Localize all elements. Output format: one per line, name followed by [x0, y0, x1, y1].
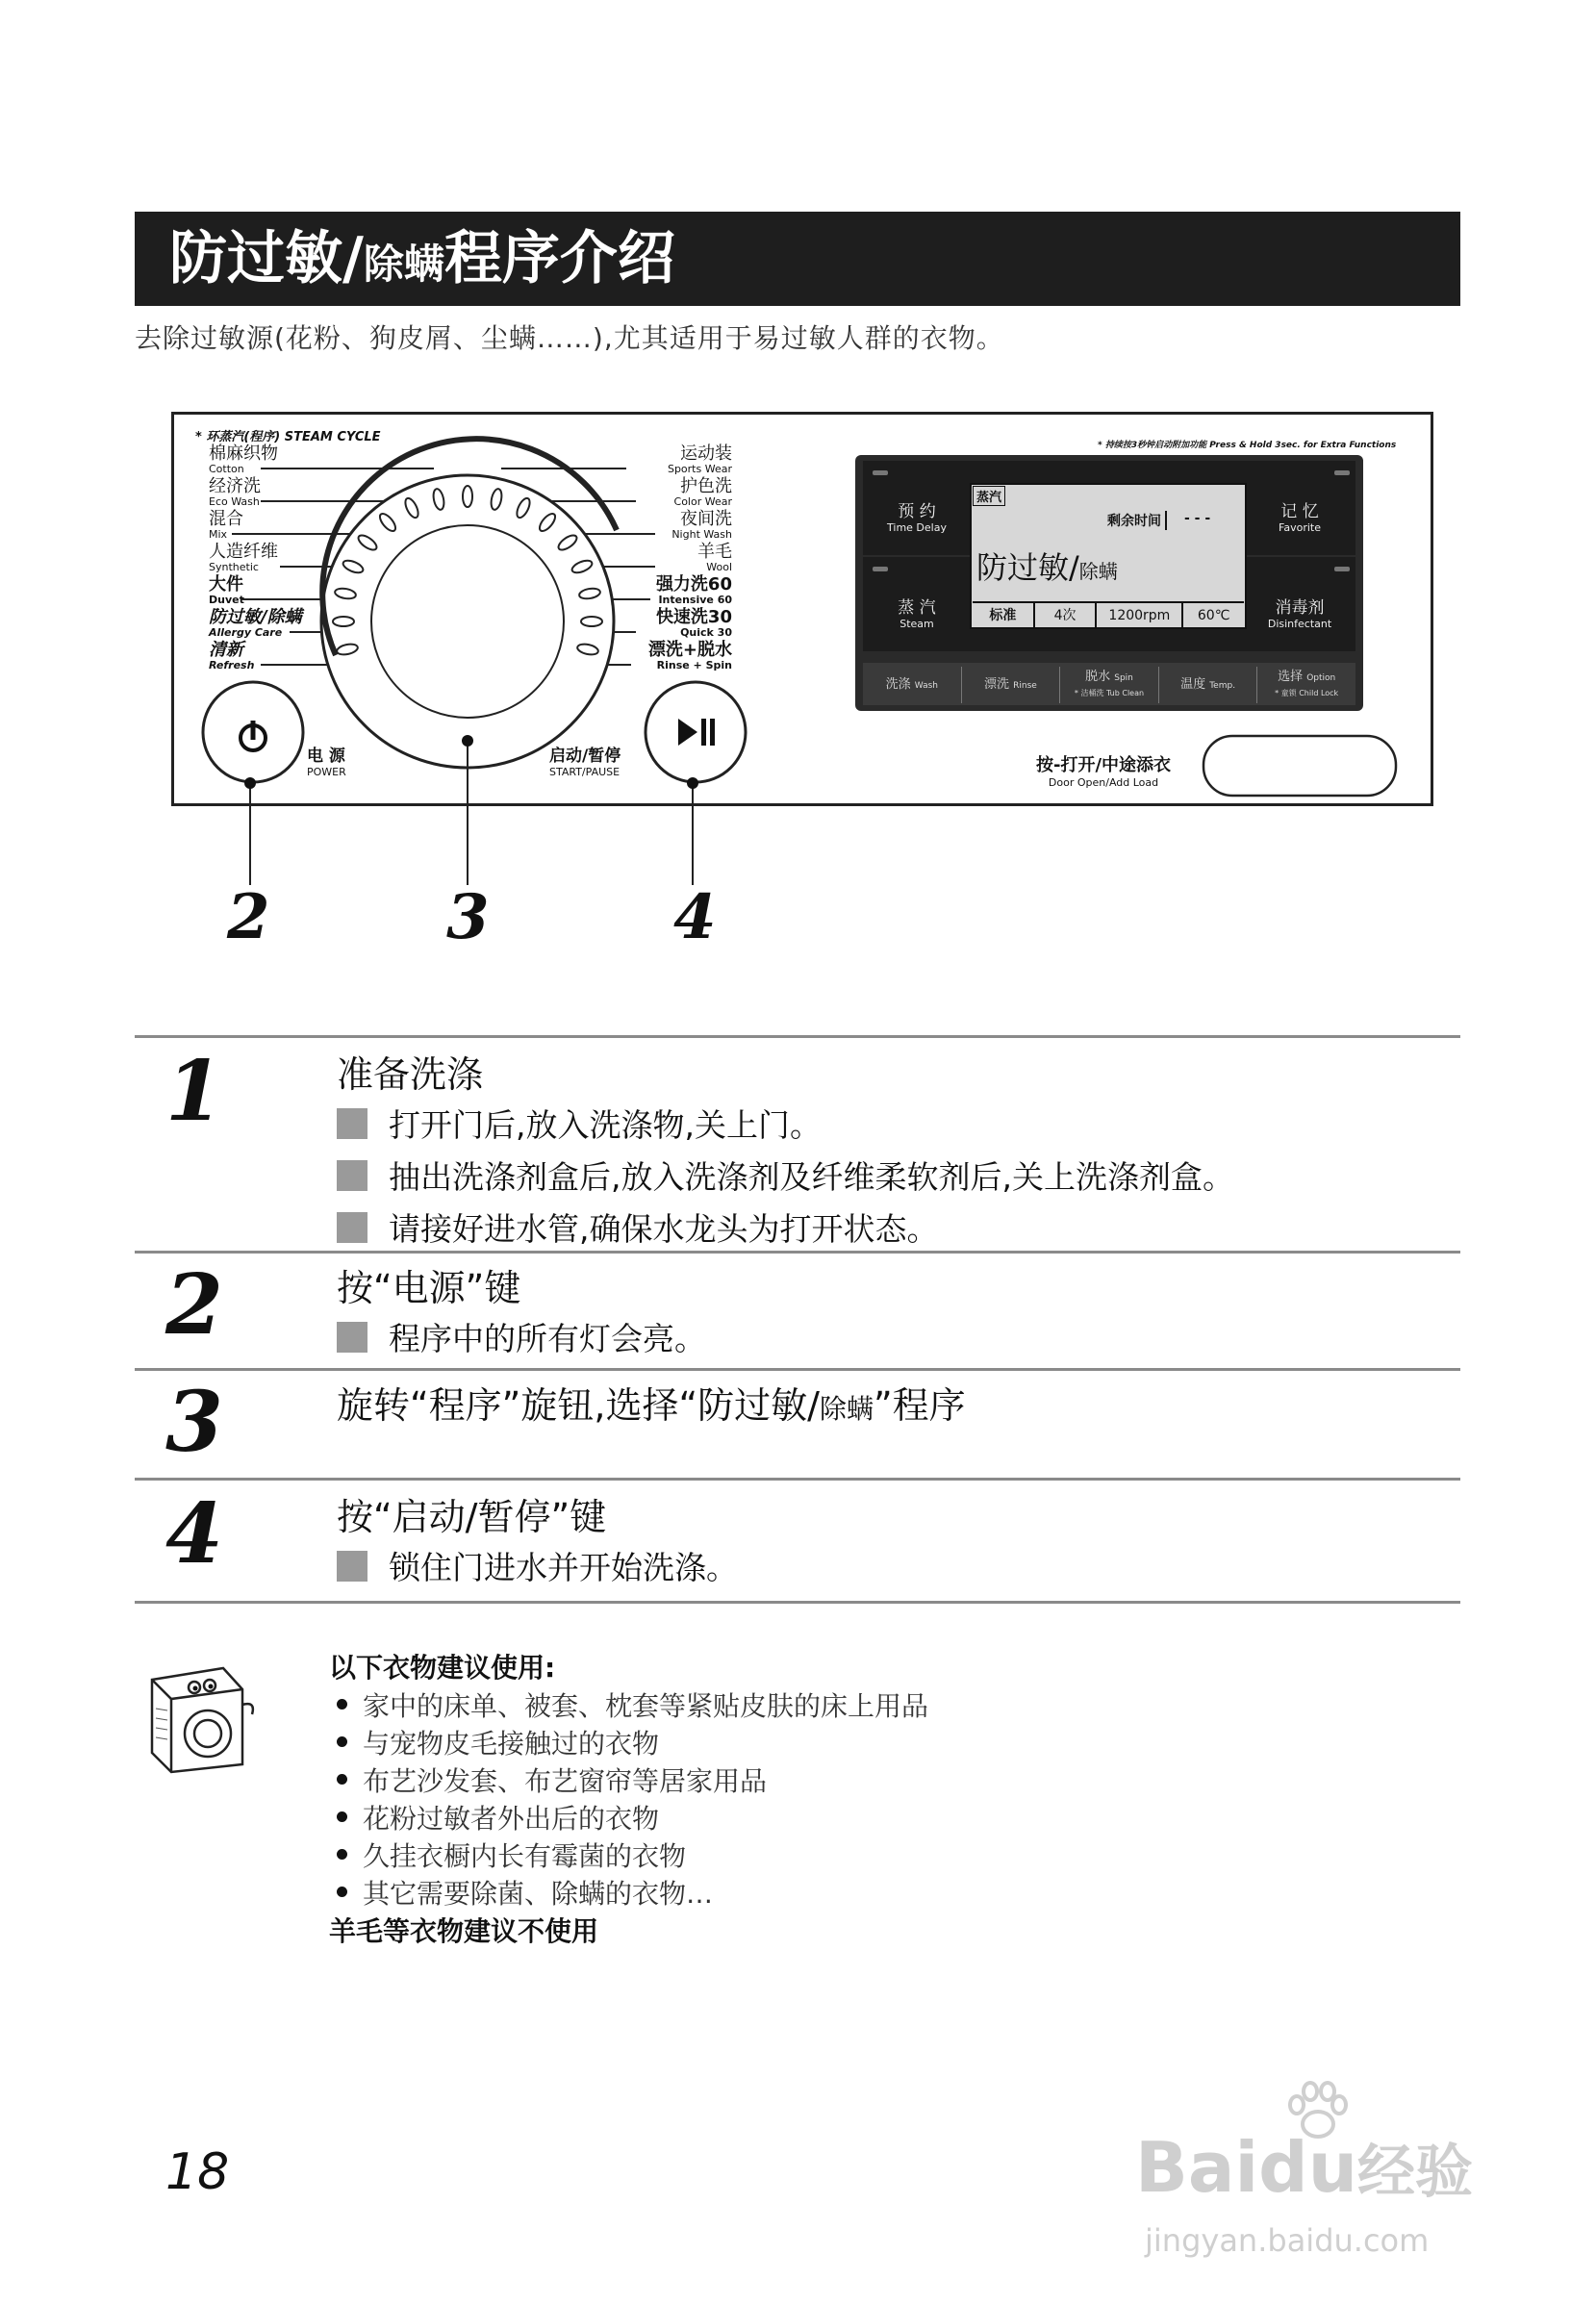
tips-list [329, 1685, 928, 1911]
step-2-number: 2 [165, 1256, 223, 1354]
temp-option-button[interactable]: 温度 Temp. [1159, 667, 1258, 703]
step-1-item: 打开门后,放入洗涤物,关上门。 [337, 1101, 822, 1146]
step-1-item: 抽出洗涤剂盒后,放入洗涤剂及纤维柔软剂后,关上洗涤剂盒。 [337, 1152, 1234, 1198]
program-color-wear: 护色洗 Color Wear [673, 476, 732, 508]
step-4-number: 4 [165, 1485, 223, 1583]
tips-heading: 以下衣物建议使用: [329, 1652, 556, 1684]
lcd-rinse-count: 4次 [1035, 603, 1098, 628]
tips-item: 其它需要除菌、除螨的衣物… [329, 1873, 928, 1911]
lcd-remaining-label: 剩余时间 [1107, 511, 1167, 530]
time-delay-button[interactable]: 预 约 Time Delay [887, 502, 947, 534]
step-divider [135, 1478, 1460, 1481]
step-divider [135, 1035, 1460, 1038]
lcd-spin-speed: 1200rpm [1097, 603, 1183, 628]
step-divider [135, 1601, 1460, 1604]
option-button[interactable]: 选择 Option * 童锁 Child Lock [1275, 670, 1339, 697]
rinse-option-button[interactable]: 漂洗 Rinse [962, 667, 1061, 703]
step-1-heading: 准备洗涤 [337, 1053, 484, 1096]
watermark-brand: Baidu经验 [1135, 2127, 1473, 2208]
program-quick-30: 快速洗30 Quick 30 [655, 607, 732, 639]
program-night-wash: 夜间洗 Night Wash [671, 509, 732, 541]
tips-item: 花粉过敏者外出后的衣物 [329, 1798, 928, 1836]
tips-item: 布艺沙发套、布艺窗帘等居家用品 [329, 1760, 928, 1798]
wash-option-button[interactable]: 洗涤 Wash [863, 667, 962, 703]
spin-option-button[interactable]: 脱水 Spin * 洁桶洗 Tub Clean [1060, 667, 1159, 703]
baidu-jingyan-watermark [1135, 2078, 1558, 2270]
step-1-item: 请接好进水管,确保水龙头为打开状态。 [337, 1204, 939, 1250]
program-wool: 羊毛 Wool [697, 542, 732, 573]
power-label: 电 源 POWER [307, 747, 346, 778]
program-intensive-60: 强力洗60 Intensive 60 [655, 574, 732, 606]
watermark-url: jingyan.baidu.com [1145, 2222, 1430, 2259]
page-title: 防过敏/除螨程序介绍 [169, 225, 675, 292]
program-refresh: 清新 Refresh [209, 640, 255, 671]
program-sports-wear: 运动装 Sports Wear [667, 443, 732, 475]
program-rinse-spin: 漂洗+脱水 Rinse + Spin [647, 640, 732, 671]
callout-4: 4 [673, 881, 717, 953]
tips-footer: 羊毛等衣物建议不使用 [329, 1915, 599, 1947]
step-3-number: 3 [165, 1374, 223, 1471]
program-cotton: 棉麻织物 Cotton [209, 443, 278, 475]
lcd-program: 防过敏/除螨 [976, 549, 1118, 586]
program-eco-wash: 经济洗 Eco Wash [209, 476, 261, 508]
tips-item: 与宠物皮毛接触过的衣物 [329, 1723, 928, 1760]
callout-3: 3 [446, 881, 490, 953]
step-4-item: 锁住门进水并开始洗涤。 [337, 1543, 738, 1588]
favorite-button[interactable]: 记 忆 Favorite [1279, 502, 1321, 534]
tips-item: 家中的床单、被套、枕套等紧贴皮肤的床上用品 [329, 1685, 928, 1723]
step-2-item: 程序中的所有灯会亮。 [337, 1314, 706, 1359]
door-open-label: 按-打开/中途添衣 Door Open/Add Load [1036, 755, 1172, 789]
program-allergy-care: 防过敏/除螨 Allergy Care [209, 607, 302, 639]
program-mix: 混合 Mix [209, 509, 243, 541]
step-divider [135, 1251, 1460, 1254]
callout-2: 2 [227, 881, 270, 953]
steam-button[interactable]: 蒸 汽 Steam [898, 598, 936, 630]
step-1-number: 1 [165, 1043, 223, 1140]
step-2-heading: 按“电源”键 [337, 1267, 521, 1309]
step-divider [135, 1368, 1460, 1371]
step-4-heading: 按“启动/暂停”键 [337, 1496, 607, 1538]
disinfectant-button[interactable]: 消毒剂 Disinfectant [1267, 598, 1332, 630]
lcd-steam-tag: 蒸汽 [973, 486, 1005, 506]
lcd-wash-level: 标准 [973, 603, 1035, 628]
page-subtitle: 去除过敏源(花粉、狗皮屑、尘螨……),尤其适用于易过敏人群的衣物。 [135, 322, 1004, 354]
callout-lines [0, 0, 1596, 924]
program-synthetic: 人造纤维 Synthetic [209, 542, 278, 573]
washing-machine-mascot-icon [135, 1651, 260, 1776]
start-pause-label: 启动/暂停 START/PAUSE [549, 747, 621, 778]
lcd-temperature: 60℃ [1197, 608, 1230, 623]
step-3-heading: 旋转“程序”旋钮,选择“防过敏/除螨”程序 [337, 1384, 966, 1427]
tips-item: 久挂衣橱内长有霉菌的衣物 [329, 1836, 928, 1873]
hold-note: * 持续按3秒钟启动附加功能 Press & Hold 3sec. for Extra Functions [1098, 441, 1397, 450]
lcd-time: - - - [1184, 511, 1211, 526]
page-number: 18 [165, 2143, 230, 2201]
program-duvet: 大件 Duvet [209, 574, 244, 606]
steam-cycle-label: * 环蒸汽(程序) STEAM CYCLE [195, 430, 381, 444]
